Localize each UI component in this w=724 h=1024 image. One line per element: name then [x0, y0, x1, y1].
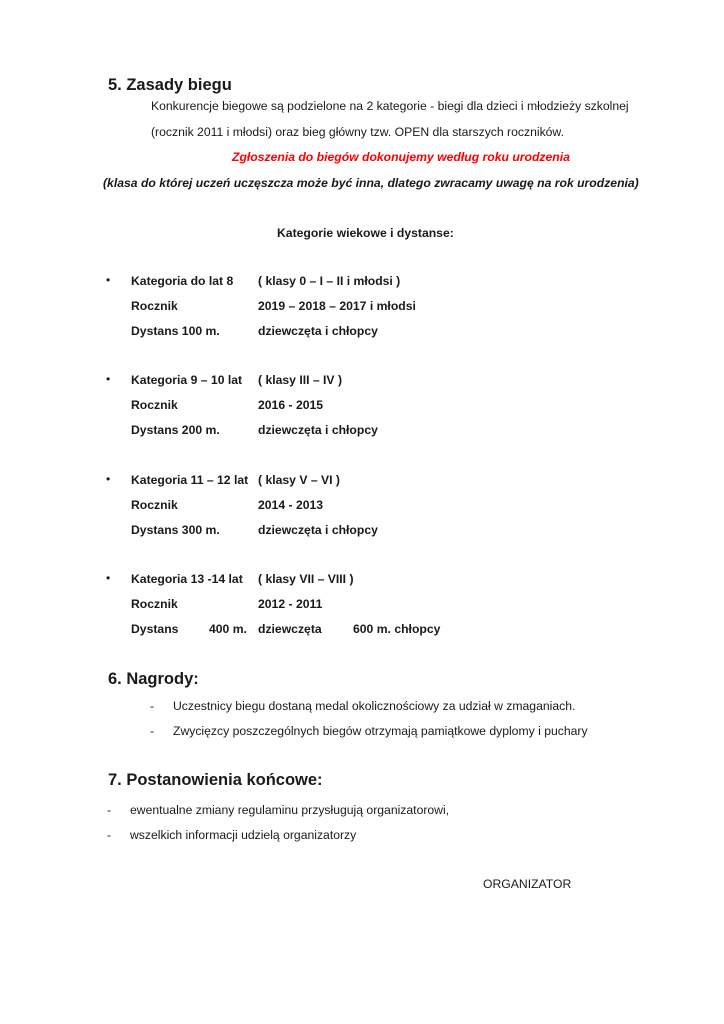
year-values: 2012 - 2011 — [258, 597, 323, 611]
year-label: Rocznik — [131, 597, 178, 611]
dash-icon: - — [150, 699, 155, 713]
distance-participants: dziewczęta i chłopcy — [258, 423, 378, 437]
distance-label: Dystans — [131, 622, 179, 636]
bullet-icon: • — [106, 571, 111, 585]
category-name: Kategoria 13 -14 lat — [131, 572, 243, 586]
dash-icon: - — [107, 828, 112, 842]
category-classes: ( klasy VII – VIII ) — [258, 572, 354, 586]
distance-boys: 600 m. chłopcy — [353, 622, 441, 636]
distance-label: Dystans 100 m. — [131, 324, 220, 338]
year-values: 2016 - 2015 — [258, 398, 324, 412]
year-label: Rocznik — [131, 498, 178, 512]
section-5-paragraph-line-2: (rocznik 2011 i młodsi) oraz bieg główny tzw. OPEN dla starszych roczników. — [151, 125, 564, 139]
year-label: Rocznik — [131, 398, 178, 412]
dash-icon: - — [150, 724, 155, 738]
prize-item: Uczestnicy biegu dostaną medal okolicznościowy za udział w zmaganiach. — [173, 699, 576, 713]
section-5-heading: 5. Zasady biegu — [108, 76, 232, 94]
section-5-paragraph-line-1: Konkurencje biegowe są podzielone na 2 kategorie - biegi dla dzieci i młodzieży szkolnej — [151, 99, 629, 113]
category-classes: ( klasy 0 – I – II i młodsi ) — [258, 274, 401, 288]
distance-participants: dziewczęta i chłopcy — [258, 324, 378, 338]
distance-label: Dystans 300 m. — [131, 523, 220, 537]
provision-item: ewentualne zmiany regulaminu przysługują organizatorowi, — [130, 803, 450, 817]
category-classes: ( klasy III – IV ) — [258, 373, 342, 387]
year-values: 2019 – 2018 – 2017 i młodsi — [258, 299, 416, 313]
category-name: Kategoria do lat 8 — [131, 274, 234, 288]
bullet-icon: • — [106, 372, 111, 386]
dash-icon: - — [107, 803, 112, 817]
categories-subheading: Kategorie wiekowe i dystanse: — [277, 226, 454, 240]
category-name: Kategoria 9 – 10 lat — [131, 373, 243, 387]
birth-year-note: Zgłoszenia do biegów dokonujemy według roku urodzenia — [232, 150, 570, 164]
category-name: Kategoria 11 – 12 lat — [131, 473, 249, 487]
category-classes: ( klasy V – VI ) — [258, 473, 340, 487]
year-values: 2014 - 2013 — [258, 498, 324, 512]
class-note: (klasa do której uczeń uczęszcza może być inna, dlatego zwracamy uwagę na rok urodzenia) — [103, 176, 639, 190]
distance-participants: dziewczęta — [258, 622, 322, 636]
distance-label: Dystans 200 m. — [131, 423, 220, 437]
distance-participants: dziewczęta i chłopcy — [258, 523, 378, 537]
section-6-heading: 6. Nagrody: — [108, 670, 199, 688]
distance-girls: 400 m. — [209, 622, 247, 636]
bullet-icon: • — [106, 273, 111, 287]
bullet-icon: • — [106, 472, 111, 486]
year-label: Rocznik — [131, 299, 178, 313]
section-7-heading: 7. Postanowienia końcowe: — [108, 771, 323, 789]
provision-item: wszelkich informacji udzielą organizatorzy — [130, 828, 357, 842]
prize-item: Zwycięzcy poszczególnych biegów otrzymają pamiątkowe dyplomy i puchary — [173, 724, 588, 738]
signature: ORGANIZATOR — [483, 877, 572, 891]
